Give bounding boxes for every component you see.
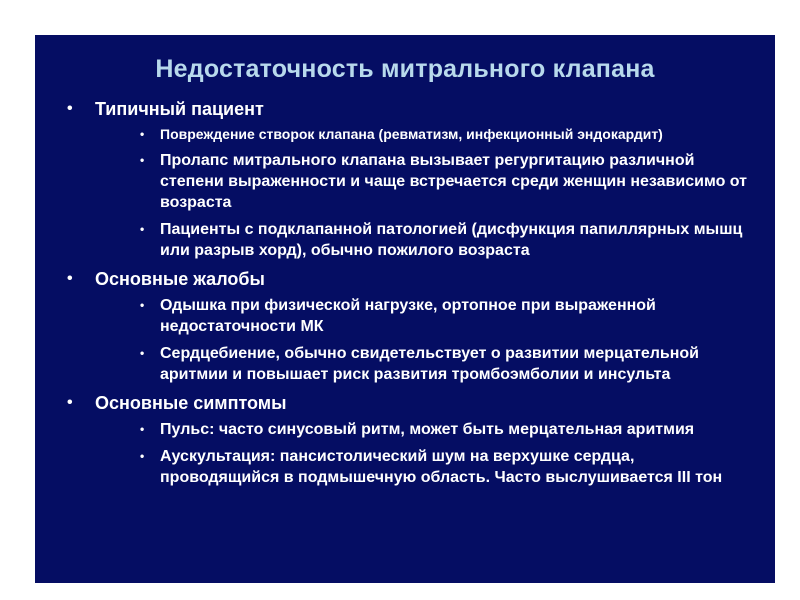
bullet-icon: • (140, 449, 145, 463)
list-item (140, 219, 750, 261)
list-item (140, 446, 750, 488)
list-item-text: Пульс: часто синусовый ритм, может быть мерцательная аритмия (160, 421, 695, 438)
list-item-text: Пациенты с подклапанной патологией (дисфункция папиллярных мышц или разрыв хорд), обычно пожилого возраста (160, 221, 743, 259)
section-main-complaints (35, 267, 775, 385)
list-item-text: Сердцебиение, обычно свидетельствует о развитии мерцательной аритмии и повышает риск развития тромбоэмболии и инсульта (160, 345, 699, 383)
list-item-text: Аускультация: пансистолический шум на верхушке сердца, проводящийся в подмышечную область. Часто выслушивается III тон (160, 448, 723, 486)
section-heading-text: Типичный пациент (95, 99, 264, 119)
bullet-icon: • (67, 100, 73, 117)
list-item-text: Пролапс митрального клапана вызывает регургитацию различной степени выраженности и чаще встречается среди женщин независимо от возраста (160, 152, 747, 211)
list-item (140, 125, 750, 144)
bullet-icon: • (140, 222, 145, 236)
section-heading (67, 267, 775, 291)
slide-title: Недостаточность митрального клапана (155, 55, 655, 83)
section-main-symptoms (35, 391, 775, 488)
bullet-icon: • (140, 298, 145, 312)
slide-content (35, 93, 775, 494)
bullet-icon: • (140, 422, 145, 436)
bullet-icon: • (67, 270, 73, 287)
section-heading-text: Основные симптомы (95, 393, 287, 413)
section-heading (67, 391, 775, 415)
list-item (140, 419, 750, 440)
list-item (140, 295, 750, 337)
bullet-icon: • (140, 346, 145, 360)
list-item-text: Одышка при физической нагрузке, ортопное при выраженной недостаточности МК (160, 297, 656, 335)
section-heading-text: Основные жалобы (95, 269, 265, 289)
list-item (140, 343, 750, 385)
list-item (140, 150, 750, 213)
section-heading (67, 97, 775, 121)
list-item-text: Повреждение створок клапана (ревматизм, инфекционный эндокардит) (160, 126, 663, 142)
slide (35, 35, 775, 583)
bullet-icon: • (67, 394, 73, 411)
section-typical-patient (35, 97, 775, 261)
bullet-icon: • (140, 127, 145, 141)
bullet-icon: • (140, 153, 145, 167)
